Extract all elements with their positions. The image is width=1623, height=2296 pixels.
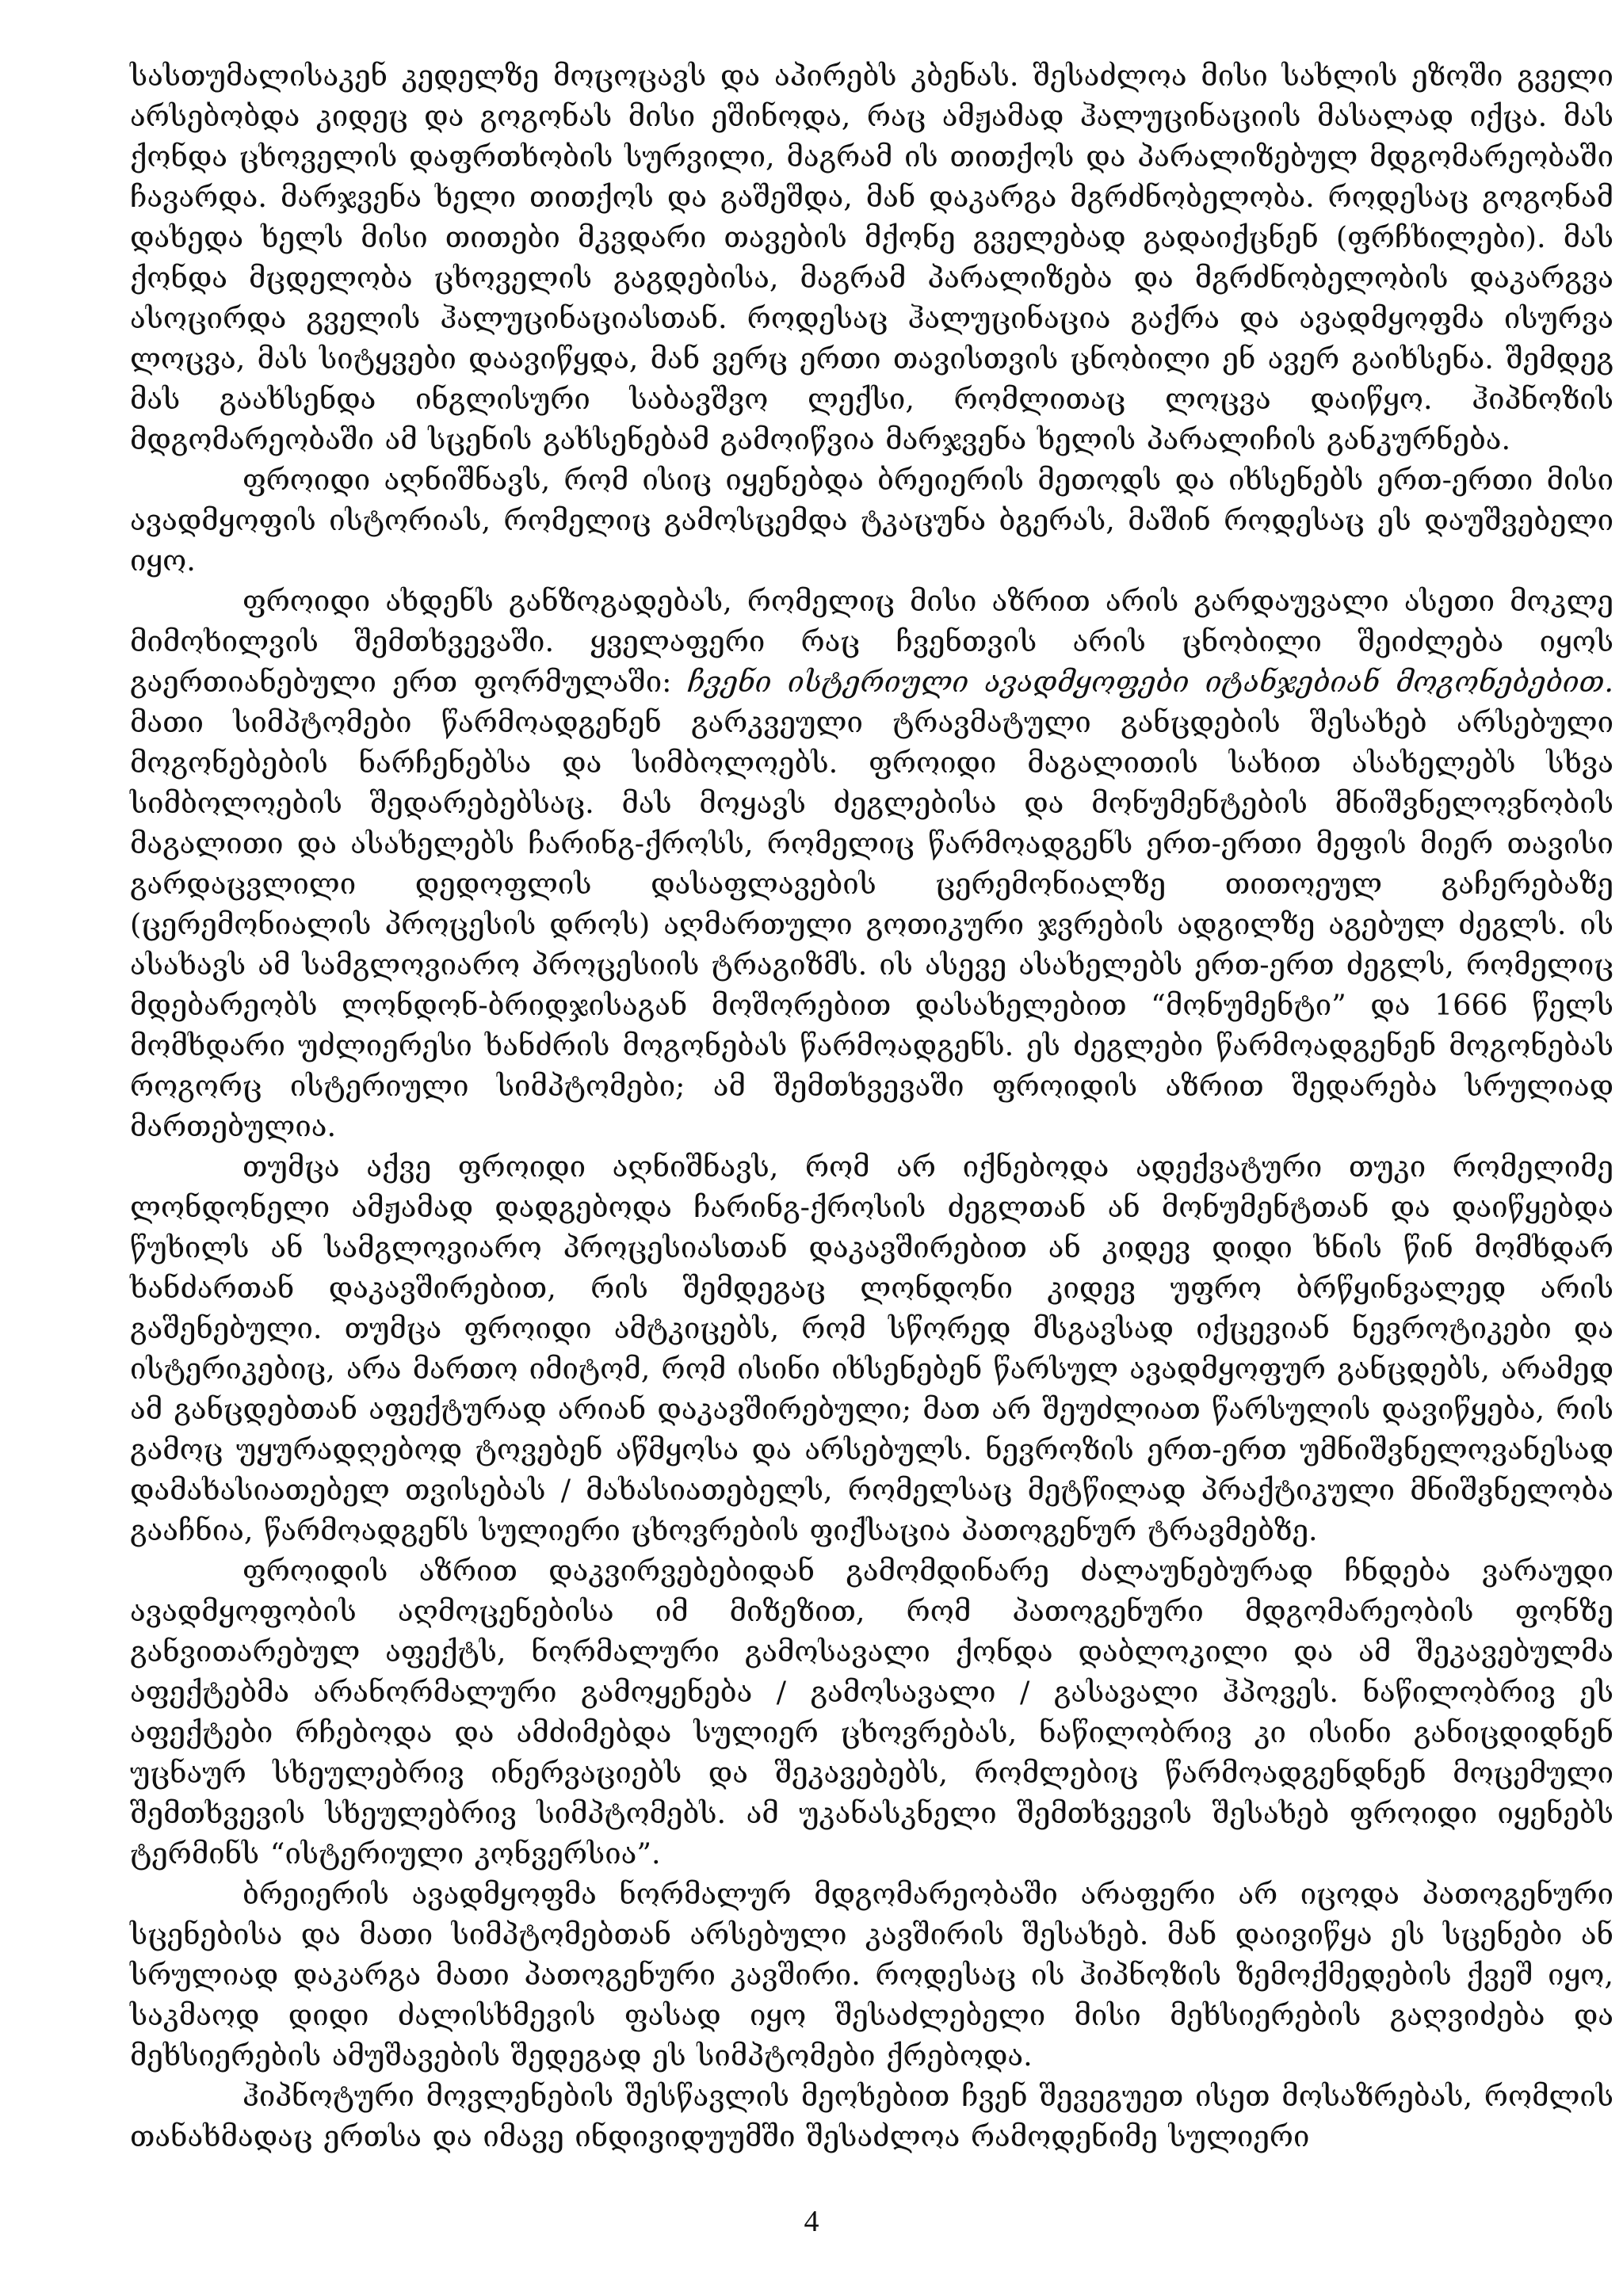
body-text	[130, 55, 1613, 2157]
paragraph-3-lead: ფროიდი ახდენს განზოგადებას, რომელიც მისი აზრით არის გარდაუვალი ასეთი მოკლე მიმოხილვის შემთხვევაში. ყველაფერი რაც ჩვენთვის არის ცნობილი შეიძლება იყოს გაერთიანებული ერთ ფორმულაში:	[130, 584, 1613, 699]
page-number: 4	[804, 2205, 819, 2238]
paragraph-3	[130, 581, 1613, 1146]
paragraph-6: ბრეიერის ავადმყოფმა ნორმალურ მდგომარეობაში არაფერი არ იცოდა პათოგენური სცენებისა და მათი სიმპტომებთან არსებული კავშირის შესახებ. მან დაივიწყა ეს სცენები ან სრულიად დაკარგა მათი პათოგენური კავშირი. როდესაც ის ჰიპნოზის ზემოქმედების ქვეშ იყო, საკმაოდ დიდი ძალისხმევის ფასად იყო შესაძლებელი მისი მეხსიერების გაღვიძება და მეხსიერების ამუშავების შედეგად ეს სიმპტომები ქრებოდა.	[130, 1877, 1613, 2073]
paragraph-7: ჰიპნოტური მოვლენების შესწავლის მეოხებით ჩვენ შევეგუეთ ისეთ მოსაზრებას, რომლის თანახმადაც ერთსა და იმავე ინდივიდუუმში შესაძლოა რამოდენიმე სულიერი	[130, 2079, 1613, 2153]
paragraph-3-rest: მათი სიმპტომები წარმოადგენენ გარკვეული ტრავმატული განცდების შესახებ არსებული მოგონებების ნარჩენებსა და სიმბოლოებს. ფროიდი მაგალითის სახით ასახელებს სხვა სიმბოლოების შედარებებსაც. მას მოყავს ძეგლებისა და მონუმენტების მნიშვნელოვნობის მაგალითი და ასახელებს ჩარინგ-ქროსს, რომელიც წარმოადგენს ერთ-ერთი მეფის მიერ თავისი გარდაცვლილი დედოფლის დასაფლავების ცერემონიალზე თითოეულ გაჩერებაზე (ცერემონიალის პროცესის დროს) აღმართული გოთიკური ჯვრების ადგილზე აგებულ ძეგლს. ის ასახავს ამ სამგლოვიარო პროცესიის ტრაგიზმს. ის ასევე ასახელებს ერთ-ერთ ძეგლს, რომელიც მდებარეობს ლონდონ-ბრიდჯისაგან მოშორებით დასახელებით “მონუმენტი” და 1666 წელს მომხდარი უძლიერესი ხანძრის მოგონებას წარმოადგენს. ეს ძეგლები წარმოადგენენ მოგონებას როგორც ისტერიული სიმპტომები; ამ შემთხვევაში ფროიდის აზრით შედარება სრულიად მართებულია.	[130, 705, 1613, 1143]
paragraph-5: ფროიდის აზრით დაკვირვებებიდან გამომდინარე ძალაუნებურად ჩნდება ვარაუდი ავადმყოფობის აღმოცენებისა იმ მიზეზით, რომ პათოგენური მდგომარეობის ფონზე განვითარებულ აფექტს, ნორმალური გამოსავალი ქონდა დაბლოკილი და ამ შეკავებულმა აფექტებმა არანორმალური გამოყენება / გამოსავალი / გასავალი ჰპოვეს. ნაწილობრივ ეს აფექტები რჩებოდა და ამძიმებდა სულიერ ცხოვრებას, ნაწილობრივ კი ისინი განიცდიდნენ უცნაურ სხეულებრივ ინერვაციებს და შეკავებებს, რომლებიც წარმოადგენდნენ მოცემული შემთხვევის სხეულებრივ სიმპტომებს. ამ უკანასკნელი შემთხვევის შესახებ ფროიდი იყენებს ტერმინს “ისტერიული კონვერსია”.	[130, 1554, 1613, 1871]
paragraph-4: თუმცა აქვე ფროიდი აღნიშნავს, რომ არ იქნებოდა ადექვატური თუკი რომელიმე ლონდონელი ამჟამად დადგებოდა ჩარინგ-ქროსის ძეგლთან ან მონუმენტთან და დაიწყებდა წუხილს ან სამგლოვიარო პროცესიასთან დაკავშირებით ან კიდევ დიდი ხნის წინ მომხდარ ხანძართან დაკავშირებით, რის შემდეგაც ლონდონი კიდევ უფრო ბრწყინვალედ არის გაშენებული. თუმცა ფროიდი ამტკიცებს, რომ სწორედ მსგავსად იქცევიან ნევროტიკები და ისტერიკებიც, არა მართო იმიტომ, რომ ისინი იხსენებენ წარსულ ავადმყოფურ განცდებს, არამედ ამ განცდებთან აფექტურად არიან დაკავშირებული; მათ არ შეუძლიათ წარსულის დავიწყება, რის გამოც უყურადღებოდ ტოვებენ აწმყოსა და არსებულს. ნევროზის ერთ-ერთ უმნიშვნელოვანესად დამახასიათებელ თვისებას / მახასიათებელს, რომელსაც მეტწილად პრაქტიკული მნიშვნელობა გააჩნია, წარმოადგენს სულიერი ცხოვრების ფიქსაცია პათოგენურ ტრავმებზე.	[130, 1150, 1613, 1547]
paragraph-1: სასთუმალისაკენ კედელზე მოცოცავს და აპირებს კბენას. შესაძლოა მისი სახლის ეზოში გველი არსებობდა კიდეც და გოგონას მისი ეშინოდა, რაც ამჟამად ჰალუცინაციის მასალად იქცა. მას ქონდა ცხოველის დაფრთხობის სურვილი, მაგრამ ის თითქოს და პარალიზებულ მდგომარეობაში ჩავარდა. მარჯვენა ხელი თითქოს და გაშეშდა, მან დაკარგა მგრძნობელობა. როდესაც გოგონამ დახედა ხელს მისი თითები მკვდარი თავების მქონე გველებად გადაიქცნენ (ფრჩხილები). მას ქონდა მცდელობა ცხოველის გაგდებისა, მაგრამ პარალიზება და მგრძნობელობის დაკარგვა ასოცირდა გველის ჰალუცინაციასთან. როდესაც ჰალუცინაცია გაქრა და ავადმყოფმა ისურვა ლოცვა, მას სიტყვები დაავიწყდა, მან ვერც ერთი თავისთვის ცნობილი ენ ავერ გაიხსენა. შემდეგ მას გაახსენდა ინგლისური საბავშვო ლექსი, რომლითაც ლოცვა დაიწყო. ჰიპნოზის მდგომარეობაში ამ სცენის გახსენებამ გამოიწვია მარჯვენა ხელის პარალიჩის განკურნება.	[130, 59, 1613, 456]
paragraph-2: ფროიდი აღნიშნავს, რომ ისიც იყენებდა ბრეიერის მეთოდს და იხსენებს ერთ-ერთი მისი ავადმყოფის ისტორიას, რომელიც გამოსცემდა ტკაცუნა ბგერას, მაშინ როდესაც ეს დაუშვებელი იყო.	[130, 463, 1613, 578]
paragraph-3-emphasis: ჩვენი ისტერიული ავადმყოფები იტანჯებიან მოგონებებით.	[687, 665, 1613, 699]
